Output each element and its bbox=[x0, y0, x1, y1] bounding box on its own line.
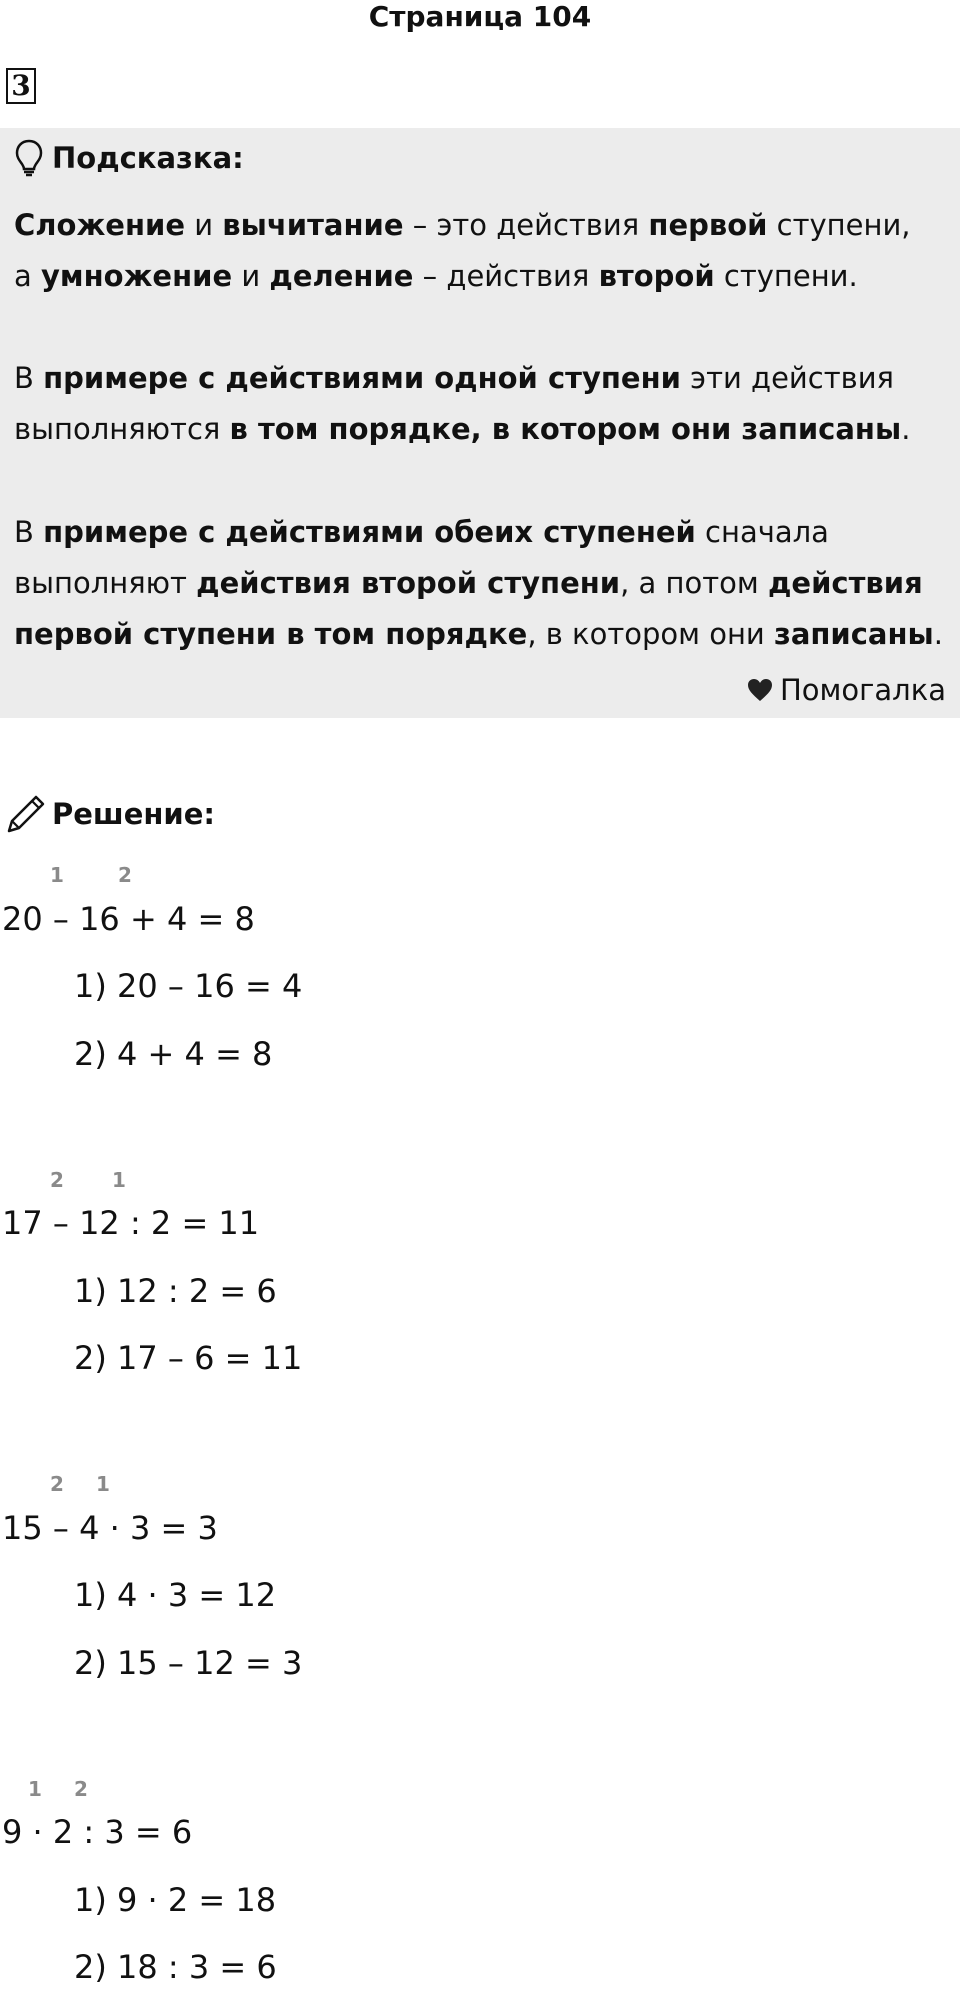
hint-line bbox=[14, 558, 944, 609]
solution-step: 2) 17 – 6 = 11 bbox=[74, 1339, 303, 1377]
expression: 15 – 4 · 3 = 3 bbox=[2, 1509, 218, 1547]
hint-title: Подсказка: bbox=[52, 141, 244, 175]
text: выполняют bbox=[14, 566, 197, 600]
solution-step: 1) 20 – 16 = 4 bbox=[74, 967, 303, 1005]
solution-step: 1) 12 : 2 = 6 bbox=[74, 1272, 277, 1310]
text: а bbox=[14, 259, 41, 293]
bold-text: действия bbox=[767, 566, 923, 600]
solution-step: 1) 9 · 2 = 18 bbox=[74, 1881, 277, 1919]
solution-step: 2) 18 : 3 = 6 bbox=[74, 1948, 277, 1986]
text: ступени. bbox=[714, 259, 858, 293]
expression: 17 – 12 : 2 = 11 bbox=[2, 1204, 260, 1242]
bold-text: действия второй ступени bbox=[196, 566, 621, 600]
bold-text: Сложение bbox=[14, 208, 185, 242]
brand bbox=[746, 670, 946, 710]
text: , а потом bbox=[620, 566, 768, 600]
order-mark: 1 bbox=[112, 1168, 126, 1192]
hint-line bbox=[14, 404, 944, 455]
lightbulb-icon bbox=[14, 139, 44, 177]
bold-text: первой ступени в том порядке bbox=[14, 617, 528, 651]
solution-title: Решение: bbox=[52, 797, 216, 831]
text: выполняются bbox=[14, 412, 230, 446]
bold-text: вычитание bbox=[222, 208, 404, 242]
order-mark: 1 bbox=[50, 863, 64, 887]
text: сначала bbox=[695, 515, 829, 549]
solution-step: 2) 15 – 12 = 3 bbox=[74, 1644, 303, 1682]
bold-text: первой bbox=[648, 208, 768, 242]
text: . bbox=[901, 412, 911, 446]
text: – это действия bbox=[403, 208, 649, 242]
order-mark: 1 bbox=[96, 1472, 110, 1496]
bold-text: в том порядке, в котором они записаны bbox=[229, 412, 902, 446]
hint-line bbox=[14, 609, 944, 660]
order-mark: 1 bbox=[28, 1777, 42, 1801]
solution-step: 1) 4 · 3 = 12 bbox=[74, 1576, 277, 1614]
expression: 9 · 2 : 3 = 6 bbox=[2, 1813, 193, 1851]
text: – действия bbox=[413, 259, 599, 293]
page-title: Страница 104 bbox=[368, 0, 592, 33]
text: В bbox=[14, 361, 44, 395]
bold-text: деление bbox=[269, 259, 414, 293]
bold-text: записаны bbox=[773, 617, 934, 651]
bold-text: второй bbox=[598, 259, 715, 293]
bold-text: умножение bbox=[41, 259, 233, 293]
text: , в котором они bbox=[527, 617, 774, 651]
text: . bbox=[933, 617, 943, 651]
brand-name: Помогалка bbox=[780, 673, 946, 707]
order-mark: 2 bbox=[50, 1472, 64, 1496]
hint-line bbox=[14, 200, 944, 251]
bold-text: примере с действиями одной ступени bbox=[43, 361, 681, 395]
solution-step: 2) 4 + 4 = 8 bbox=[74, 1035, 273, 1073]
hint-line bbox=[14, 251, 944, 302]
order-mark: 2 bbox=[50, 1168, 64, 1192]
text: и bbox=[232, 259, 270, 293]
hint-header bbox=[14, 138, 244, 178]
text: В bbox=[14, 515, 44, 549]
text: и bbox=[185, 208, 223, 242]
solution-header bbox=[6, 792, 215, 836]
hint-line bbox=[14, 507, 944, 558]
task-number: 3 bbox=[6, 68, 36, 104]
order-mark: 2 bbox=[74, 1777, 88, 1801]
order-mark: 2 bbox=[118, 863, 132, 887]
hint-line bbox=[14, 353, 944, 404]
expression: 20 – 16 + 4 = 8 bbox=[2, 900, 255, 938]
pencil-icon bbox=[6, 794, 46, 834]
text: ступени, bbox=[767, 208, 911, 242]
bold-text: примере с действиями обеих ступеней bbox=[43, 515, 696, 549]
text: эти действия bbox=[680, 361, 894, 395]
heart-icon bbox=[746, 677, 774, 703]
